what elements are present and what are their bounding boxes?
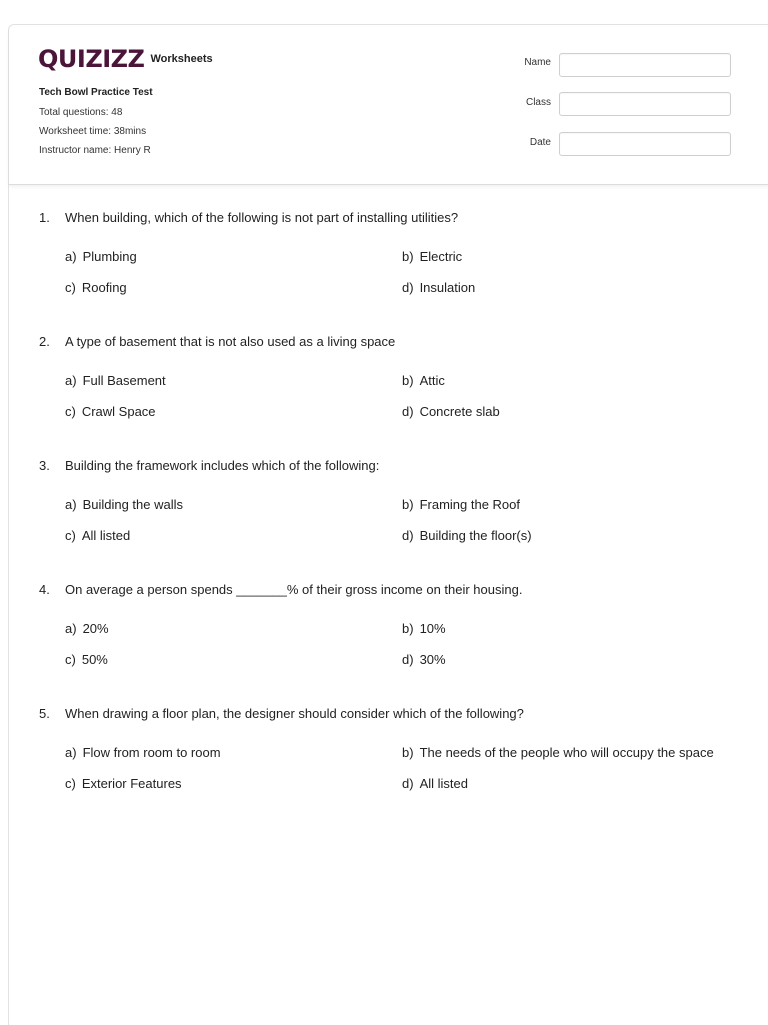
question-text: A type of basement that is not also used as a living space [65,334,396,349]
option-text: 50% [81,652,108,667]
answer-option[interactable] [65,373,166,388]
option-text: All listed [419,776,468,791]
option-letter: b) [402,249,414,264]
option-text: Full Basement [82,373,166,388]
logo-section-label: Worksheets [150,53,213,65]
answer-option[interactable] [402,280,475,295]
answer-option[interactable] [402,776,468,791]
answer-option[interactable] [402,621,446,636]
option-letter: b) [402,745,414,760]
worksheet-title: Tech Bowl Practice Test [39,87,153,98]
option-text: Roofing [81,280,127,295]
logo-wordmark: QUIZIZZ [38,45,145,73]
option-letter: a) [65,497,77,512]
option-letter: d) [402,776,414,791]
option-text: Building the walls [82,497,184,512]
option-text: 10% [419,621,446,636]
answer-option[interactable] [65,404,156,419]
option-text: 30% [419,652,446,667]
option-letter: c) [65,776,76,791]
option-letter: a) [65,373,77,388]
question-number: 1. [39,210,50,225]
option-text: Concrete slab [419,404,500,419]
quizizz-logo [38,47,213,71]
instructor-name: Instructor name: Henry R [39,145,151,156]
answer-option[interactable] [402,373,445,388]
question-text: When building, which of the following is not part of installing utilities? [65,210,459,225]
worksheet-time: Worksheet time: 38mins [39,126,147,137]
answer-option[interactable] [402,497,520,512]
option-text: Flow from room to room [82,745,221,760]
worksheet-page [8,24,768,1025]
option-letter: c) [65,652,76,667]
answer-option[interactable] [65,776,182,791]
option-letter: a) [65,745,77,760]
option-text: 20% [82,621,109,636]
option-text: The needs of the people who will occupy the space [419,745,714,760]
option-text: Attic [419,373,445,388]
question-text: Building the framework includes which of the following: [65,458,380,473]
option-letter: c) [65,528,76,543]
option-text: Insulation [419,280,476,295]
date-field[interactable] [559,132,731,156]
option-text: Framing the Roof [419,497,520,512]
answer-option[interactable] [65,745,221,760]
answer-option[interactable] [65,497,183,512]
option-letter: a) [65,249,77,264]
option-text: Crawl Space [81,404,156,419]
option-text: Exterior Features [81,776,182,791]
option-text: All listed [81,528,131,543]
class-field[interactable] [559,92,731,116]
class-label: Class [525,97,551,108]
question-number: 4. [39,582,50,597]
answer-option[interactable] [402,652,446,667]
option-letter: a) [65,621,77,636]
answer-option[interactable] [402,249,462,264]
answer-option[interactable] [402,528,532,543]
option-letter: d) [402,280,414,295]
option-letter: b) [402,373,414,388]
question-number: 3. [39,458,50,473]
question-number: 2. [39,334,50,349]
question-number: 5. [39,706,50,721]
option-text: Electric [419,249,463,264]
date-label: Date [529,137,551,148]
option-letter: b) [402,621,414,636]
name-field[interactable] [559,53,731,77]
worksheet-header [9,25,768,185]
option-letter: d) [402,404,414,419]
answer-option[interactable] [65,652,108,667]
question-text: When drawing a floor plan, the designer should consider which of the following? [65,706,524,721]
option-letter: d) [402,528,414,543]
option-letter: c) [65,280,76,295]
name-label: Name [524,57,551,68]
option-letter: c) [65,404,76,419]
answer-option[interactable] [65,280,127,295]
option-text: Plumbing [82,249,137,264]
answer-option[interactable] [65,249,137,264]
option-letter: d) [402,652,414,667]
answer-option[interactable] [65,528,130,543]
answer-option[interactable] [402,404,500,419]
option-letter: b) [402,497,414,512]
total-questions: Total questions: 48 [39,107,123,118]
question-text: On average a person spends _______% of their gross income on their housing. [65,582,523,597]
answer-option[interactable] [402,745,714,760]
answer-option[interactable] [65,621,109,636]
option-text: Building the floor(s) [419,528,532,543]
